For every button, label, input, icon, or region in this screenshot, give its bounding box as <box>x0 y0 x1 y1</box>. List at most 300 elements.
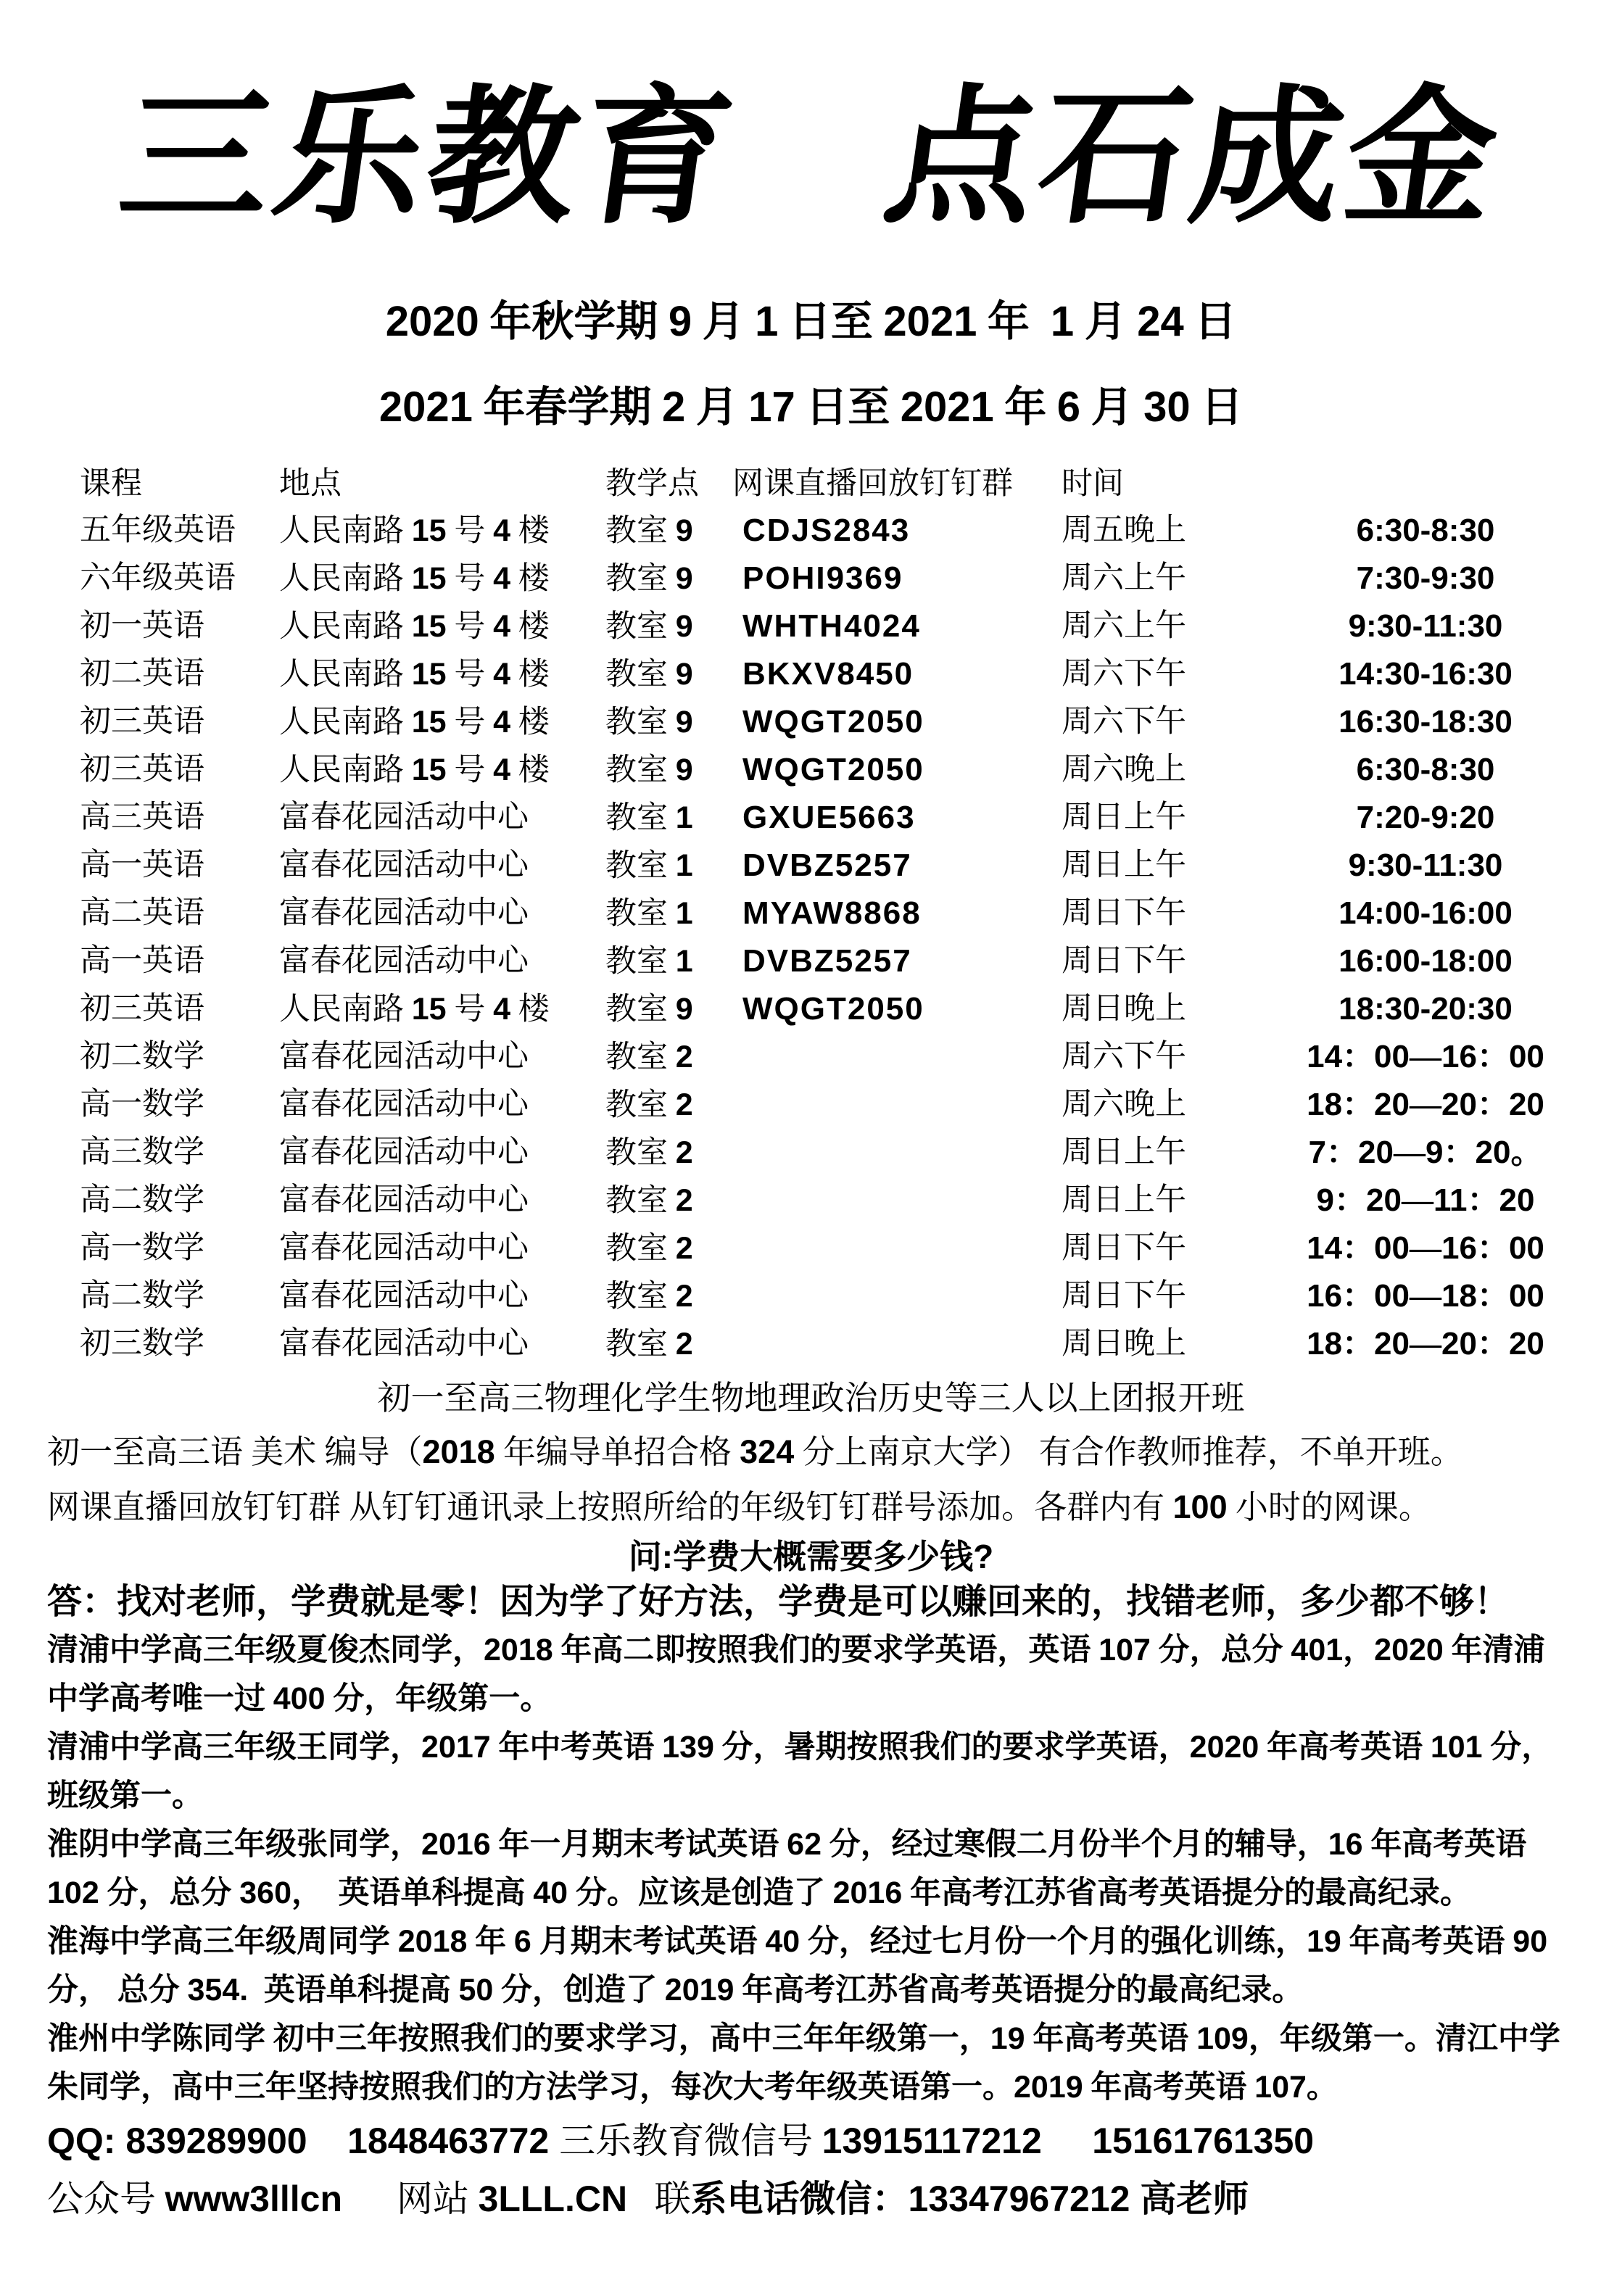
text-run: 号 <box>446 992 494 1027</box>
text-run: 9 <box>668 298 692 345</box>
text-run: ： <box>1334 1182 1367 1218</box>
text-run: 月期末考试英语 <box>531 1925 766 1959</box>
time-cell <box>1276 507 1575 555</box>
text-run: 00 <box>1374 1230 1410 1266</box>
text-run: ： <box>1476 1326 1509 1362</box>
text-run: 6 <box>513 1924 531 1959</box>
text-run: ： <box>1476 1278 1509 1314</box>
text-run: 教室 <box>605 1327 676 1362</box>
tuition-answer: 答：找对老师，学费就是零！因为学了好方法，学费是可以赚回来的，找错老师，多少都不够！ <box>47 1583 1510 1621</box>
text-run: 人民南路 <box>279 610 412 644</box>
time-cell <box>1276 1129 1575 1177</box>
location-cell <box>279 602 605 651</box>
text-run: 20 <box>1441 1326 1477 1362</box>
dingtalk_group-cell <box>732 1081 1044 1130</box>
text-run: 富春花园活动中心 <box>279 1183 529 1217</box>
text-run: 15 <box>411 992 447 1027</box>
text-run: 教室 <box>605 562 676 596</box>
day-cell: 周六上午 <box>1062 561 1186 595</box>
table-row <box>80 1320 1575 1368</box>
table-row <box>80 1129 1575 1177</box>
day-cell: 周日下午 <box>1062 1279 1186 1313</box>
text-run: 16 <box>1441 1039 1477 1074</box>
text-run: 20 <box>1441 1087 1477 1122</box>
table-row <box>80 602 1575 650</box>
text-run: 楼 <box>510 610 550 644</box>
day-cell: 周六下午 <box>1062 1040 1186 1074</box>
text-run: 360 <box>239 1876 291 1910</box>
text-run: 号 <box>446 610 494 644</box>
text-run: 9 <box>675 609 693 644</box>
text-run: 年清浦中学高考唯一过 <box>47 1633 1545 1716</box>
text-run: 楼 <box>510 705 550 739</box>
text-run: 富春花园活动中心 <box>279 1279 529 1313</box>
room-cell <box>605 1224 732 1273</box>
text-run: 年春学期 <box>472 384 662 431</box>
day-cell: 周六晚上 <box>1062 753 1186 787</box>
text-run: 号 <box>446 514 494 548</box>
column-header-course: 课程 <box>80 467 142 501</box>
tuition-question: 问:学费大概需要多少钱? <box>628 1538 994 1575</box>
room-cell <box>605 985 732 1034</box>
course-cell: 高一数学 <box>80 1231 204 1265</box>
text-run: 分。应该是创造了 <box>568 1876 833 1910</box>
location-cell <box>279 1320 605 1369</box>
text-run: 年 <box>467 1925 514 1959</box>
text-run: 月 <box>692 298 756 345</box>
text-run: 日至 <box>778 298 884 345</box>
art-course-note <box>47 1425 1575 1480</box>
table-row <box>80 1033 1575 1081</box>
table-row <box>80 794 1575 842</box>
text-run: 分，暑期按照我们的要求学英语， <box>713 1731 1190 1765</box>
text-run: 139 <box>662 1730 714 1765</box>
text-run: 分，经过寒假二月份半个月的辅导， <box>822 1828 1328 1862</box>
text-run: ： <box>1476 1230 1509 1266</box>
text-run: 英语单科提高 <box>248 1973 459 2007</box>
semester-date-spring <box>47 365 1575 450</box>
course-cell: 初二数学 <box>80 1040 204 1074</box>
course-cell: 初三英语 <box>80 992 204 1026</box>
location-cell <box>279 1224 605 1273</box>
contact-segment: 网站 <box>342 2179 479 2219</box>
course-cell: 初一英语 <box>80 609 204 643</box>
time-cell <box>1276 937 1575 986</box>
text-run: 4 <box>493 657 511 692</box>
text-run: 富春花园活动中心 <box>279 1231 529 1265</box>
text-run: 教室 <box>605 753 676 787</box>
text-run: 90 <box>1513 1924 1548 1959</box>
room-cell <box>605 698 732 747</box>
room-cell <box>605 555 732 603</box>
text-run: 教室 <box>605 1136 676 1170</box>
time-cell <box>1276 1272 1575 1321</box>
time-cell <box>1276 1033 1575 1082</box>
dingtalk_group-cell: BKXV8450 <box>742 656 914 692</box>
text-run: 淮州中学陈同学 初中三年按照我们的要求学习，高中三年年级第一， <box>47 2022 990 2056</box>
text-run: 4 <box>493 609 511 644</box>
table-row <box>80 507 1575 555</box>
text-run: 16 <box>1307 1278 1343 1314</box>
time-cell <box>1276 1081 1575 1130</box>
contact-segment: 13915117212 15161761350 <box>822 2121 1315 2161</box>
dingtalk_group-cell <box>732 1272 1044 1321</box>
location-cell <box>279 985 605 1034</box>
text-run: 9 <box>675 561 693 596</box>
course-cell: 高二数学 <box>80 1183 204 1217</box>
room-cell <box>605 602 732 651</box>
page-title: 三乐教育 点石成金 <box>111 77 1512 241</box>
table-row <box>80 1177 1575 1224</box>
dingtalk_group-cell: WQGT2050 <box>742 991 924 1027</box>
text-run: 17 <box>748 384 795 431</box>
text-run: 15 <box>411 561 447 596</box>
contact-segment: 系电话微信：13347967212 高老师 <box>690 2179 1249 2219</box>
day-cell: 周日上午 <box>1062 1183 1186 1217</box>
text-run: 日至 <box>795 384 901 431</box>
text-run: 年 <box>993 384 1057 431</box>
text-run: 富春花园活动中心 <box>279 1087 529 1122</box>
text-run: 40 <box>765 1924 800 1959</box>
table-row <box>80 746 1575 794</box>
text-run: 20 <box>1475 1135 1511 1170</box>
text-run: 号 <box>446 562 494 596</box>
schedule-body <box>80 507 1575 1368</box>
text-run: — <box>1410 1087 1441 1122</box>
text-run: 15 <box>411 513 447 548</box>
text-run: ： <box>1326 1135 1359 1170</box>
time-cell <box>1276 602 1575 651</box>
day-cell: 周日晚上 <box>1062 992 1186 1026</box>
text-run: ： <box>1476 1087 1509 1122</box>
text-run: 号 <box>446 658 494 692</box>
location-cell <box>279 1272 605 1321</box>
dingtalk_group-cell: WQGT2050 <box>742 704 924 739</box>
text-run: 2 <box>675 1087 693 1122</box>
text-run: ： <box>1342 1039 1375 1074</box>
time-cell <box>1276 555 1575 603</box>
time-cell <box>1276 985 1575 1034</box>
dingtalk_group-cell: WQGT2050 <box>742 752 924 787</box>
table-row <box>80 842 1575 890</box>
text-run: 9 <box>675 657 693 692</box>
text-run: 月 <box>1074 298 1138 345</box>
text-run: 2018 <box>484 1633 553 1667</box>
text-run: 富春花园活动中心 <box>279 1040 529 1074</box>
flyer-page <box>0 40 1622 2228</box>
text-run: 9 <box>675 992 693 1027</box>
text-run: 清浦中学高三年级夏俊杰同学， <box>47 1633 484 1667</box>
text-run: 人民南路 <box>279 992 412 1027</box>
text-run: 淮海中学高三年级周同学 <box>47 1925 398 1959</box>
contact-segment: 3LLL.CN <box>478 2179 628 2219</box>
text-run: 15 <box>411 657 447 692</box>
text-run: 小时的网课。 <box>1227 1489 1431 1525</box>
text-run: 101 <box>1430 1730 1483 1765</box>
text-run: 分，经过七月份一个月的强化训练， <box>800 1925 1307 1959</box>
text-run: 20 <box>1374 1087 1410 1122</box>
text-run: 15 <box>411 705 447 739</box>
text-run: ： <box>1443 1135 1476 1170</box>
text-run: 富春花园活动中心 <box>279 1135 529 1169</box>
text-run: 102 <box>47 1876 99 1910</box>
text-run: 2017 <box>421 1730 491 1765</box>
text-run: 教室 <box>605 801 676 835</box>
time-cell <box>1276 1177 1575 1225</box>
text-run: 20 <box>1358 1135 1394 1170</box>
time-cell <box>1276 794 1575 842</box>
text-run: 354. <box>187 1973 249 2007</box>
web-contact-line <box>47 2170 1575 2228</box>
text-run: 2 <box>675 1183 693 1218</box>
text-run: 教室 <box>605 992 676 1027</box>
text-run: 9 <box>675 705 693 739</box>
text-run: 月 <box>1080 384 1144 431</box>
dingtalk_group-cell <box>732 1129 1044 1177</box>
text-run: 20 <box>1508 1087 1544 1122</box>
text-run: 2020 <box>1374 1633 1444 1667</box>
course-cell: 高二英语 <box>80 896 204 930</box>
room-cell <box>605 842 732 890</box>
text-run: 2018 <box>397 1924 468 1959</box>
time-cell <box>1276 746 1575 795</box>
text-run: 2 <box>661 384 686 431</box>
text-run: 年中考英语 <box>490 1731 663 1765</box>
text-run: 教室 <box>605 1040 676 1074</box>
day-cell: 周六上午 <box>1062 609 1186 643</box>
text-run: 分， 总分 <box>47 1925 1555 2007</box>
table-row <box>80 937 1575 985</box>
text-run: 2016 <box>832 1876 903 1910</box>
text-run: 1 <box>1050 298 1075 345</box>
text-run: 。 <box>1510 1135 1543 1170</box>
text-run: ： <box>1342 1230 1375 1266</box>
text-run: 14:30-16:30 <box>1338 656 1513 692</box>
text-run: 初一至高三语 美术 编导（ <box>47 1434 423 1470</box>
text-run: 分，年级第一。 <box>325 1682 552 1716</box>
text-run: 14 <box>1307 1230 1343 1266</box>
text-run: 2019 <box>1014 2070 1083 2105</box>
text-run: 7 <box>1308 1135 1327 1170</box>
table-row <box>80 1224 1575 1272</box>
day-cell: 周日上午 <box>1062 800 1186 834</box>
group-class-note: 初一至高三物理化学生物地理政治历史等三人以上团报开班 <box>377 1380 1245 1417</box>
text-run: 18 <box>1307 1326 1343 1362</box>
text-run: 月 <box>685 384 749 431</box>
text-run: 14:00-16:00 <box>1338 895 1513 931</box>
text-run: 324 <box>740 1433 795 1470</box>
table-row <box>80 985 1575 1033</box>
course-cell: 高二数学 <box>80 1279 204 1313</box>
text-run: 50 <box>458 1973 494 2007</box>
contact-segment: www3lllcn <box>165 2179 343 2219</box>
course-cell: 初三数学 <box>80 1327 204 1361</box>
table-row <box>80 890 1575 937</box>
text-run: 109 <box>1196 2021 1249 2056</box>
room-cell <box>605 507 732 555</box>
text-run: 20 <box>1366 1182 1402 1218</box>
dingtalk_group-cell <box>732 1224 1044 1273</box>
text-run: 2016 <box>421 1827 491 1862</box>
text-run: 18:30-20:30 <box>1338 991 1513 1027</box>
text-run: 16:00-18:00 <box>1338 943 1513 979</box>
text-run: 教室 <box>605 1088 676 1122</box>
location-cell <box>279 650 605 699</box>
location-cell <box>279 937 605 986</box>
text-run: 楼 <box>510 514 550 548</box>
text-run: 富春花园活动中心 <box>279 800 529 834</box>
text-run: 年高考英语 <box>1259 1731 1431 1765</box>
text-run: 年 <box>977 298 1051 345</box>
text-run: 1 <box>675 944 693 979</box>
time-cell <box>1276 1320 1575 1369</box>
day-cell: 周日下午 <box>1062 944 1186 978</box>
table-row <box>80 1272 1575 1320</box>
text-run: — <box>1401 1182 1433 1218</box>
course-cell: 高一英语 <box>80 944 204 978</box>
text-run: 9 <box>675 513 693 548</box>
location-cell <box>279 698 605 747</box>
text-run: 楼 <box>510 658 550 692</box>
table-row <box>80 555 1575 602</box>
course-cell: 六年级英语 <box>80 561 236 595</box>
schedule-table <box>47 462 1575 1368</box>
time-cell <box>1276 650 1575 699</box>
dingtalk_group-cell: DVBZ5257 <box>742 847 912 883</box>
location-cell <box>279 746 605 795</box>
dingtalk_group-cell: WHTH4024 <box>742 608 921 644</box>
text-run: 401 <box>1291 1633 1344 1667</box>
room-cell <box>605 1272 732 1321</box>
text-run: 分，总分 <box>1150 1633 1291 1667</box>
time-cell <box>1276 698 1575 747</box>
text-run: 人民南路 <box>279 705 412 739</box>
text-run: 00 <box>1374 1039 1410 1074</box>
text-run: 6:30-8:30 <box>1356 752 1495 787</box>
text-run: — <box>1410 1230 1441 1266</box>
column-header-room: 教学点 <box>605 467 699 501</box>
column-header-day: 时间 <box>1062 467 1124 501</box>
testimonial-qingpu-xiajunjie <box>47 1626 1575 1723</box>
text-run: 年高二即按照我们的要求学英语，英语 <box>553 1633 1099 1667</box>
text-run: 年高考英语 <box>1362 1828 1535 1862</box>
column-header-dingtalk_group: 网课直播回放钉钉群 <box>732 467 1013 501</box>
text-run: 富春花园活动中心 <box>279 944 529 978</box>
text-run: 教室 <box>605 705 676 739</box>
course-cell: 高一数学 <box>80 1087 204 1122</box>
text-run: — <box>1410 1039 1441 1074</box>
text-run: 00 <box>1374 1278 1410 1314</box>
text-run: 2021 <box>883 298 977 345</box>
column-header-location: 地点 <box>279 467 342 501</box>
text-run: 1 <box>755 298 779 345</box>
text-run: — <box>1410 1278 1441 1314</box>
text-run: 4 <box>493 992 511 1027</box>
contact-segment: 三乐教育微信号 <box>559 2121 822 2161</box>
text-run: 教室 <box>605 945 676 979</box>
text-run: 分，创造了 <box>493 1973 665 2007</box>
dingtalk_group-cell <box>732 1177 1044 1225</box>
text-run: 年高考英语 <box>1083 2071 1255 2105</box>
text-run: 富春花园活动中心 <box>279 1327 529 1361</box>
text-run: 教室 <box>605 897 676 931</box>
course-cell: 初三英语 <box>80 753 204 787</box>
text-run: 楼 <box>510 992 550 1027</box>
text-run: 楼 <box>510 753 550 787</box>
testimonial-huaiyin-zhang <box>47 1820 1575 1918</box>
dingtalk_group-cell <box>732 1033 1044 1082</box>
text-run: 年高考江苏省高考英语提分的最高纪录。 <box>734 1973 1304 2007</box>
time-cell <box>1276 890 1575 938</box>
text-run: 7:30-9:30 <box>1356 560 1495 596</box>
testimonial-huaizhou-chen-zhu <box>47 2015 1575 2112</box>
day-cell: 周六下午 <box>1062 705 1186 739</box>
contact-segment: 公众号 <box>47 2179 165 2219</box>
text-run: 20 <box>1374 1326 1410 1362</box>
text-run: 年高考江苏省高考英语提分的最高纪录。 <box>902 1876 1472 1910</box>
text-run: 107 <box>1254 2070 1307 2105</box>
text-run: 18 <box>1441 1278 1477 1314</box>
day-cell: 周五晚上 <box>1062 513 1186 547</box>
text-run: ： <box>1342 1087 1375 1122</box>
text-run: 年编导单招合格 <box>495 1434 740 1470</box>
course-cell: 高一英语 <box>80 848 204 882</box>
text-run: 2021 <box>900 384 994 431</box>
dingtalk-group-note <box>47 1480 1575 1535</box>
room-cell <box>605 794 732 842</box>
location-cell <box>279 794 605 842</box>
text-run: 15 <box>411 609 447 644</box>
course-cell: 初三英语 <box>80 705 204 739</box>
text-run: 清浦中学高三年级王同学， <box>47 1731 421 1765</box>
location-cell <box>279 555 605 603</box>
text-run: 16 <box>1441 1230 1477 1266</box>
text-run: 20 <box>1508 1326 1544 1362</box>
dingtalk_group-cell: POHI9369 <box>742 560 903 596</box>
text-run: 16:30-18:30 <box>1338 704 1513 739</box>
text-run: 40 <box>533 1876 568 1910</box>
text-run: 2020 <box>385 298 479 345</box>
text-run: ： <box>1342 1278 1375 1314</box>
dingtalk_group-cell: CDJS2843 <box>742 513 911 548</box>
text-run: 教室 <box>605 1280 676 1314</box>
text-run: 年高考英语 <box>1341 1925 1513 1959</box>
location-cell <box>279 507 605 555</box>
text-run: 富春花园活动中心 <box>279 896 529 930</box>
text-run: ，年级第一。清江中学朱同学，高中三年坚持按照我们的方法学习，每次大考年级英语第一。 <box>47 2022 1560 2105</box>
location-cell <box>279 890 605 938</box>
text-run: 日 <box>1183 298 1237 345</box>
text-run: 19 <box>990 2021 1025 2056</box>
text-run: 楼 <box>510 562 550 596</box>
schedule-header-row <box>80 462 1575 507</box>
text-run: 2 <box>675 1327 693 1362</box>
testimonial-qingpu-wang <box>47 1723 1575 1820</box>
text-run: 20 <box>1499 1182 1535 1218</box>
text-run: ， 英语单科提高 <box>291 1876 534 1910</box>
text-run: 2021 <box>378 384 473 431</box>
text-run: 4 <box>493 561 511 596</box>
table-row <box>80 1081 1575 1129</box>
text-run: 100 <box>1172 1488 1228 1525</box>
table-row <box>80 650 1575 698</box>
dingtalk_group-cell: MYAW8868 <box>742 895 922 931</box>
text-run: 2 <box>675 1040 693 1074</box>
text-run: 4 <box>493 753 511 787</box>
day-cell: 周日下午 <box>1062 896 1186 930</box>
room-cell <box>605 1129 732 1177</box>
text-run: 1 <box>675 896 693 931</box>
